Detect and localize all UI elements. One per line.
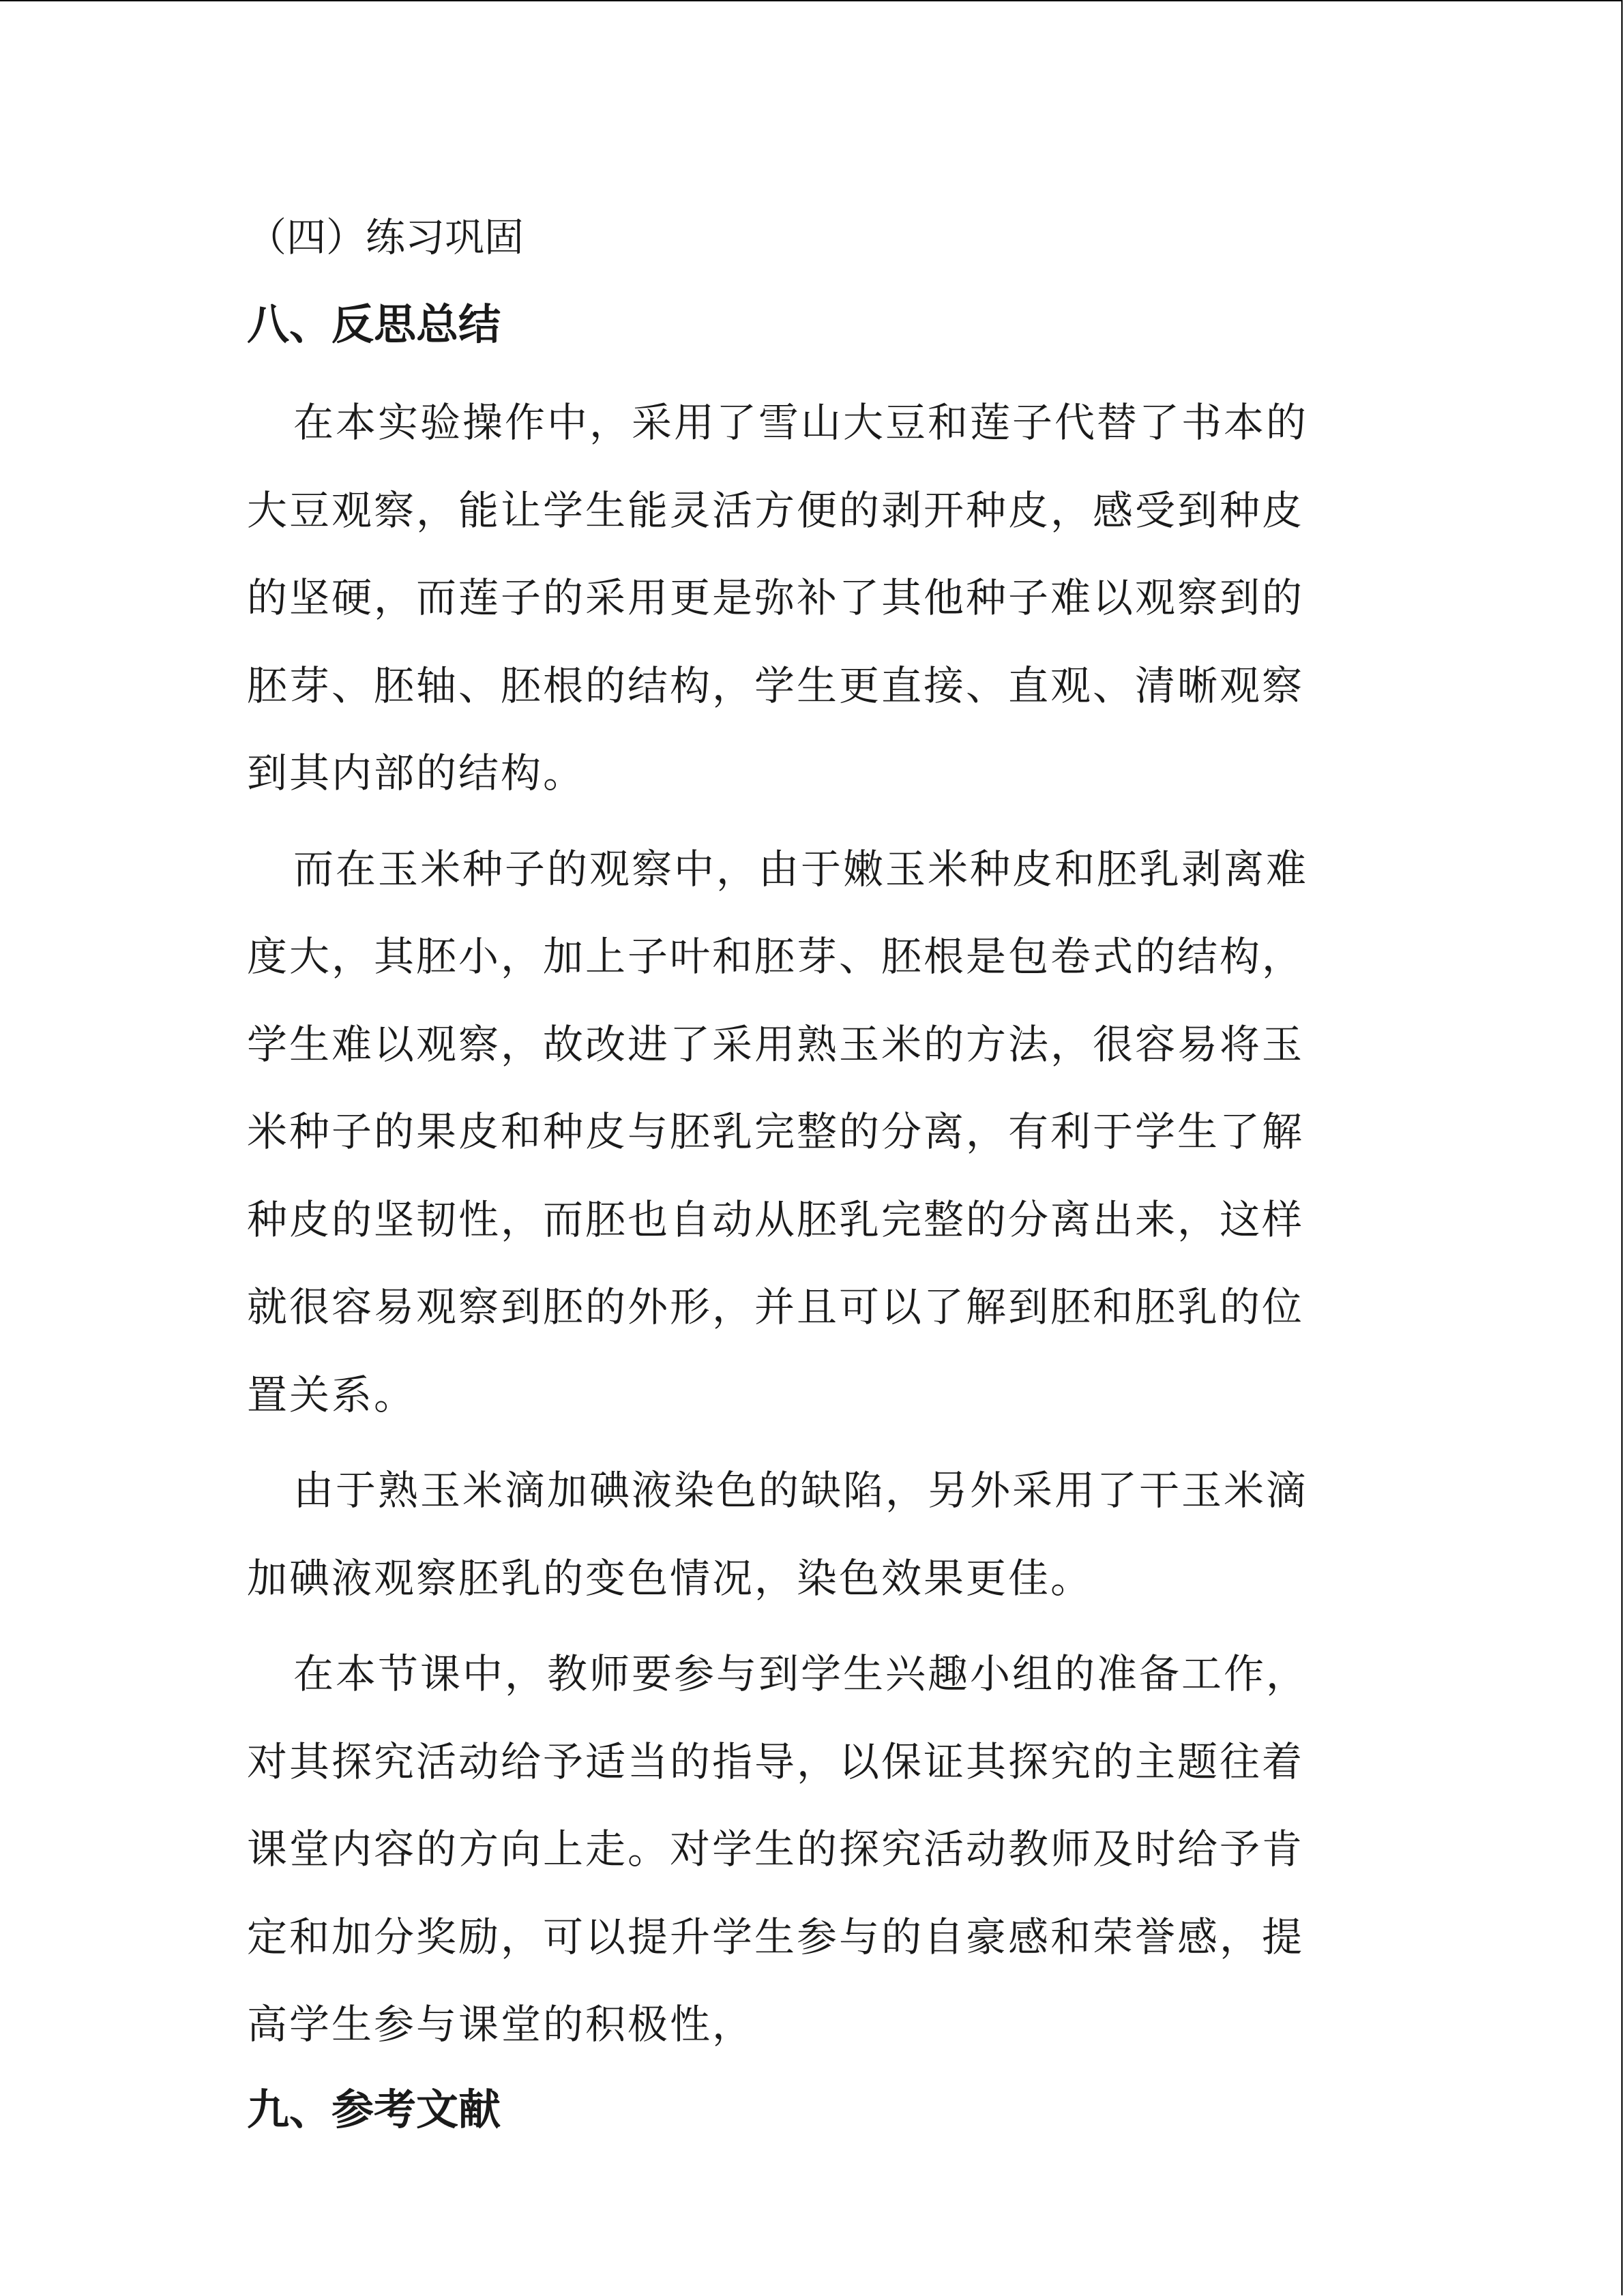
paragraph-line: 度大，其胚小，加上子叶和胚芽、胚根是包卷式的结构， <box>247 933 1305 980</box>
paragraph-line: 定和加分奖励，可以提升学生参与的自豪感和荣誉感，提 <box>247 1913 1305 1960</box>
paragraph-line: 就很容易观察到胚的外形，并且可以了解到胚和胚乳的位 <box>247 1283 1305 1330</box>
paragraph <box>247 1630 1338 2069</box>
paragraph-line: 到其内部的结构。 <box>247 749 586 796</box>
paragraph-line: 学生难以观察，故改进了采用熟玉米的方法，很容易将玉 <box>247 1020 1305 1068</box>
paragraph-line: 的坚硬，而莲子的采用更是弥补了其他种子难以观察到的 <box>247 574 1305 621</box>
paragraph-line: 米种子的果皮和种皮与胚乳完整的分离，有利于学生了解 <box>247 1108 1305 1155</box>
paragraph-line: 高学生参与课堂的积极性， <box>247 2001 755 2048</box>
paragraph-line: 在本实验操作中，采用了雪山大豆和莲子代替了书本的 <box>293 399 1309 446</box>
paragraph-line: 胚芽、胚轴、胚根的结构，学生更直接、直观、清晰观察 <box>247 661 1305 709</box>
paragraph-line: 由于熟玉米滴加碘液染色的缺陷，另外采用了干玉米滴 <box>293 1467 1309 1514</box>
paragraph <box>247 826 1338 1440</box>
paragraph <box>247 1447 1338 1622</box>
subheading-practice: （四）练习巩固 <box>247 214 525 260</box>
paragraph-line: 对其探究活动给予适当的指导，以保证其探究的主题往着 <box>247 1738 1305 1785</box>
document-body <box>247 205 1338 2164</box>
paragraph-line: 课堂内容的方向上走。对学生的探究活动教师及时给予肯 <box>247 1825 1305 1873</box>
paragraph-line: 置关系。 <box>247 1371 417 1418</box>
section-heading-reflection: 八、反思总结 <box>247 299 501 349</box>
paragraph-line: 在本节课中，教师要参与到学生兴趣小组的准备工作， <box>293 1650 1309 1697</box>
paragraph-line: 而在玉米种子的观察中，由于嫩玉米种皮和胚乳剥离难 <box>293 845 1309 893</box>
section-heading-references: 九、参考文献 <box>247 2084 501 2134</box>
paragraph-line: 种皮的坚韧性，而胚也自动从胚乳完整的分离出来，这样 <box>247 1195 1305 1243</box>
paragraph <box>247 379 1338 818</box>
paragraph-line: 加碘液观察胚乳的变色情况，染色效果更佳。 <box>247 1554 1093 1602</box>
paragraph-line: 大豆观察，能让学生能灵活方便的剥开种皮，感受到种皮 <box>247 486 1305 534</box>
